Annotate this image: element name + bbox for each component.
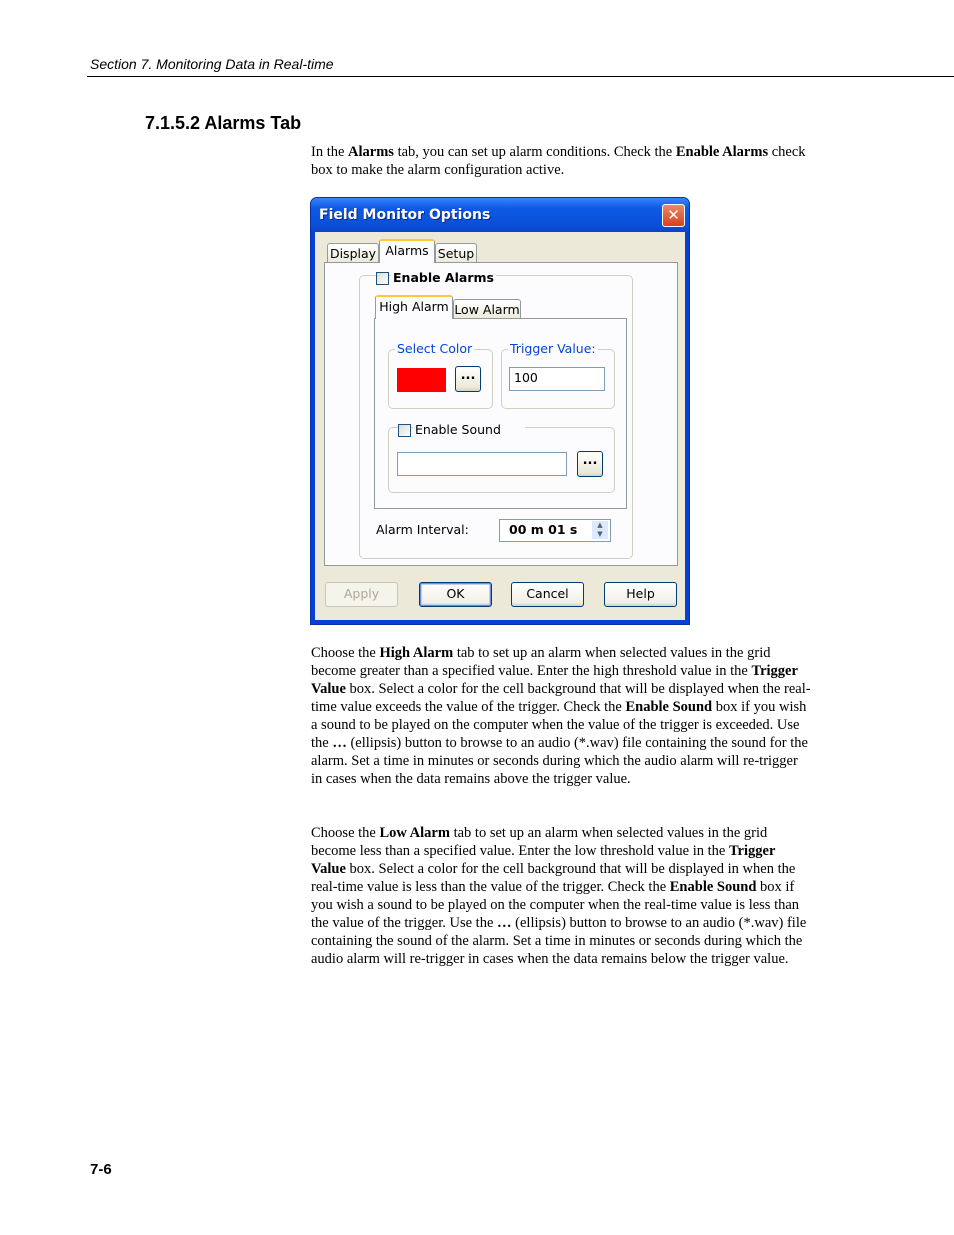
intro-paragraph [311,143,811,179]
sound-file-input[interactable] [397,452,567,476]
bold-term: Enable Alarms [675,144,769,160]
running-header: Section 7. Monitoring Data in Real-time [90,56,334,72]
text-run: In the [311,144,349,160]
section-heading: 7.1.5.2 Alarms Tab [145,113,302,133]
alarms-tab-panel [324,262,678,566]
enable-alarms-checkbox[interactable] [376,272,389,285]
trigger-value-label: Trigger Value: [510,341,596,356]
enable-sound-label[interactable]: Enable Sound [413,422,525,437]
bold-term: Trigger Value [311,663,798,697]
apply-button[interactable]: Apply [325,582,398,607]
subtab-low-alarm[interactable]: Low Alarm [453,299,521,319]
alarm-interval-spinner[interactable] [499,519,611,542]
dialog-client-area [315,232,685,620]
text-run: box if you wish a sound to be played on the computer when the value of the trigger is exceeded. Use the [311,699,807,751]
sound-file-ellipsis-button[interactable]: ... [577,451,603,477]
close-icon[interactable]: ✕ [662,204,685,227]
header-rule [87,76,954,77]
text-run: box if you wish a sound to be played on the computer when the real-time value is less than the value of the trigger. Use the [311,879,800,931]
ok-button[interactable]: OK [419,582,492,607]
bold-term: … [332,735,347,751]
dialog-title: Field Monitor Options [319,207,491,223]
text-run: box. Select a color for the cell background that will be displayed when the real-time value exceeds the value of the trigger. Check the [311,681,811,715]
bold-term: High Alarm [379,645,454,661]
text-run: Choose the [311,825,380,841]
text-run: check box to make the alarm configuration active. [311,144,806,178]
bold-term: … [497,915,512,931]
bold-term: Enable Sound [669,879,757,895]
tab-display[interactable]: Display [327,243,379,263]
text-run: tab to set up an alarm when selected values in the grid become less than a specified value. Enter the low threshold value in the [311,825,768,859]
cancel-button[interactable]: Cancel [511,582,584,607]
trigger-value-input[interactable]: 100 [509,367,605,391]
select-color-ellipsis-button[interactable]: ... [455,366,481,392]
bold-term: Low Alarm [379,825,450,841]
spin-arrows-icon[interactable]: ▲ ▼ [592,521,608,539]
field-monitor-options-dialog [310,197,690,625]
tab-alarms[interactable]: Alarms [379,239,435,263]
high-alarm-paragraph [311,644,811,788]
bold-term: Enable Sound [625,699,713,715]
text-run: tab to set up an alarm when selected values in the grid become greater than a specified value. Enter the high threshold value in the [311,645,771,679]
dialog-titlebar[interactable] [311,198,689,232]
enable-alarms-label[interactable]: Enable Alarms [393,270,494,285]
page-number: 7-6 [90,1161,112,1178]
help-button[interactable]: Help [604,582,677,607]
text-run: (ellipsis) button to browse to an audio (*.wav) file containing the sound of the alarm. Set a time in minutes or seconds during which the audio alarm will re-trigger in cases when the data remains below the trigger value. [311,915,807,967]
text-run: (ellipsis) button to browse to an audio (*.wav) file containing the sound for the alarm. Set a time in minutes or seconds during which the audio alarm will re-trigger in cases when the data remains above the trigger value. [311,735,808,787]
tab-setup[interactable]: Setup [435,243,477,263]
text-run: box. Select a color for the cell background that will be displayed in when the real-time value is less than the value of the trigger. Check the [311,861,796,895]
text-run: tab, you can set up alarm conditions. Check the [393,144,676,160]
alarm-interval-label: Alarm Interval: [376,522,469,537]
enable-sound-checkbox[interactable] [398,424,411,437]
select-color-label: Select Color [397,341,473,356]
low-alarm-paragraph [311,824,811,968]
bold-term: Trigger Value [311,843,776,877]
text-run: Choose the [311,645,380,661]
subtab-high-alarm[interactable]: High Alarm [375,295,453,319]
bold-term: Alarms [348,144,394,160]
color-swatch[interactable] [397,368,446,392]
high-alarm-panel [374,318,627,509]
alarm-interval-value: 00 m 01 s [509,522,578,537]
